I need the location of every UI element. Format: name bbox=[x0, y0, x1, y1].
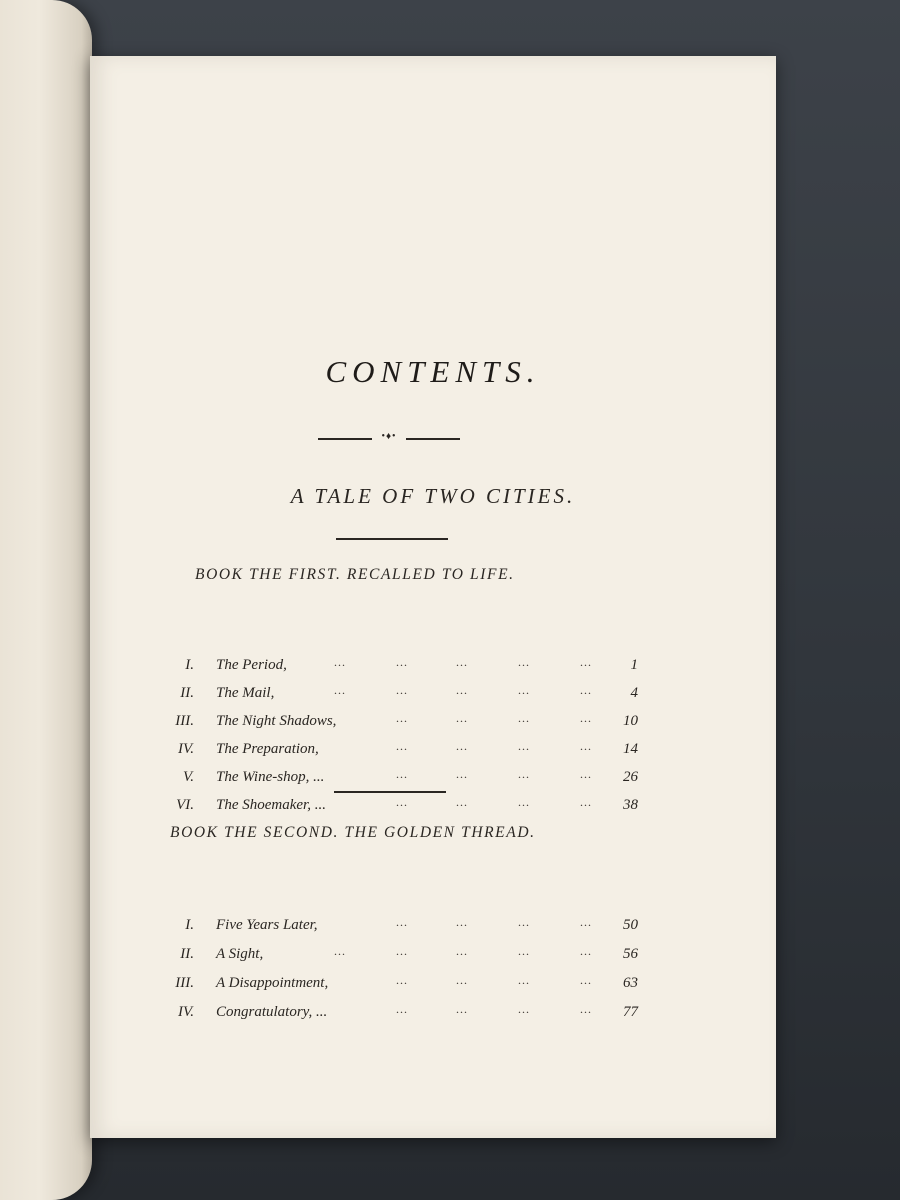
chapter-entry bbox=[90, 657, 776, 681]
chapter-number: IV. bbox=[178, 1004, 194, 1020]
chapter-title: The Night Shadows, bbox=[216, 713, 337, 729]
dot-leader: ... bbox=[518, 683, 530, 697]
chapter-title: A Sight, bbox=[216, 946, 264, 962]
chapter-page-number: 26 bbox=[623, 769, 638, 785]
chapter-page-number: 50 bbox=[623, 917, 638, 933]
chapter-title: The Shoemaker, ... bbox=[216, 797, 326, 813]
chapter-entry bbox=[90, 946, 776, 970]
dot-leader: ... bbox=[580, 711, 592, 725]
chapter-title: Congratulatory, ... bbox=[216, 1004, 328, 1020]
chapter-title: The Preparation, bbox=[216, 741, 319, 757]
dot-leader: ... bbox=[396, 767, 408, 781]
dot-leader: ... bbox=[396, 915, 408, 929]
divider-rule bbox=[334, 791, 446, 793]
dot-leader: ... bbox=[580, 683, 592, 697]
chapter-title: Five Years Later, bbox=[216, 917, 318, 933]
dot-leader: ... bbox=[518, 767, 530, 781]
chapter-number: II. bbox=[180, 685, 194, 701]
chapter-number: I. bbox=[185, 917, 194, 933]
chapter-page-number: 14 bbox=[623, 741, 638, 757]
chapter-number: III. bbox=[175, 713, 194, 729]
chapter-number: II. bbox=[180, 946, 194, 962]
chapter-number: VI. bbox=[176, 797, 194, 813]
chapter-title: The Wine-shop, ... bbox=[216, 769, 325, 785]
part-heading-book-first: BOOK THE FIRST. RECALLED TO LIFE. bbox=[195, 566, 515, 583]
dot-leader: ... bbox=[580, 655, 592, 669]
book-title: A TALE OF TWO CITIES. bbox=[290, 484, 576, 508]
dot-leader: ... bbox=[456, 973, 468, 987]
dot-leader: ... bbox=[456, 767, 468, 781]
dot-leader: ... bbox=[396, 655, 408, 669]
dot-leader: ... bbox=[456, 739, 468, 753]
ornament-diamond: •♦• bbox=[381, 431, 397, 442]
dot-leader: ... bbox=[456, 711, 468, 725]
dot-leader: ... bbox=[456, 1002, 468, 1016]
dot-leader: ... bbox=[518, 915, 530, 929]
chapter-page-number: 1 bbox=[630, 657, 638, 673]
dot-leader: ... bbox=[456, 795, 468, 809]
dot-leader: ... bbox=[456, 655, 468, 669]
dot-leader: ... bbox=[396, 711, 408, 725]
chapter-entry bbox=[90, 1004, 776, 1028]
dot-leader: ... bbox=[518, 711, 530, 725]
chapter-page-number: 77 bbox=[623, 1004, 638, 1020]
dot-leader: ... bbox=[396, 973, 408, 987]
chapter-page-number: 56 bbox=[623, 946, 638, 962]
dot-leader: ... bbox=[580, 1002, 592, 1016]
dot-leader: ... bbox=[580, 915, 592, 929]
chapter-number: V. bbox=[183, 769, 194, 785]
dot-leader: ... bbox=[518, 655, 530, 669]
dot-leader: ... bbox=[334, 683, 346, 697]
ornament-line-left bbox=[318, 438, 372, 440]
chapter-entry bbox=[90, 713, 776, 737]
chapter-entry bbox=[90, 741, 776, 765]
dot-leader: ... bbox=[580, 944, 592, 958]
dot-leader: ... bbox=[518, 1002, 530, 1016]
table-of-contents bbox=[90, 56, 776, 1138]
ornament-line-right bbox=[406, 438, 460, 440]
chapter-entry bbox=[90, 769, 776, 793]
dot-leader: ... bbox=[518, 739, 530, 753]
chapter-number: I. bbox=[185, 657, 194, 673]
chapter-title: The Period, bbox=[216, 657, 287, 673]
chapter-title: The Mail, bbox=[216, 685, 275, 701]
ornamental-rule bbox=[318, 431, 460, 444]
contents-heading: CONTENTS. bbox=[325, 354, 541, 389]
chapter-page-number: 4 bbox=[630, 685, 638, 701]
dot-leader: ... bbox=[518, 795, 530, 809]
chapter-entry bbox=[90, 917, 776, 941]
dot-leader: ... bbox=[396, 739, 408, 753]
dot-leader: ... bbox=[456, 915, 468, 929]
chapter-page-number: 63 bbox=[623, 975, 638, 991]
divider-rule bbox=[336, 538, 448, 540]
dot-leader: ... bbox=[580, 973, 592, 987]
chapter-entry bbox=[90, 797, 776, 821]
chapter-number: IV. bbox=[178, 741, 194, 757]
dot-leader: ... bbox=[396, 1002, 408, 1016]
dot-leader: ... bbox=[580, 739, 592, 753]
chapter-entry bbox=[90, 685, 776, 709]
dot-leader: ... bbox=[456, 683, 468, 697]
dot-leader: ... bbox=[518, 973, 530, 987]
chapter-entry bbox=[90, 975, 776, 999]
chapter-page-number: 10 bbox=[623, 713, 638, 729]
chapter-title: A Disappointment, bbox=[216, 975, 329, 991]
dot-leader: ... bbox=[518, 944, 530, 958]
chapter-number: III. bbox=[175, 975, 194, 991]
dot-leader: ... bbox=[580, 795, 592, 809]
dot-leader: ... bbox=[396, 944, 408, 958]
dot-leader: ... bbox=[396, 795, 408, 809]
dot-leader: ... bbox=[396, 683, 408, 697]
part-heading-book-second: BOOK THE SECOND. THE GOLDEN THREAD. bbox=[170, 824, 536, 841]
chapter-page-number: 38 bbox=[623, 797, 638, 813]
facing-page-edge bbox=[0, 0, 92, 1200]
dot-leader: ... bbox=[334, 655, 346, 669]
dot-leader: ... bbox=[580, 767, 592, 781]
book-page bbox=[90, 56, 776, 1138]
dot-leader: ... bbox=[456, 944, 468, 958]
dot-leader: ... bbox=[334, 944, 346, 958]
